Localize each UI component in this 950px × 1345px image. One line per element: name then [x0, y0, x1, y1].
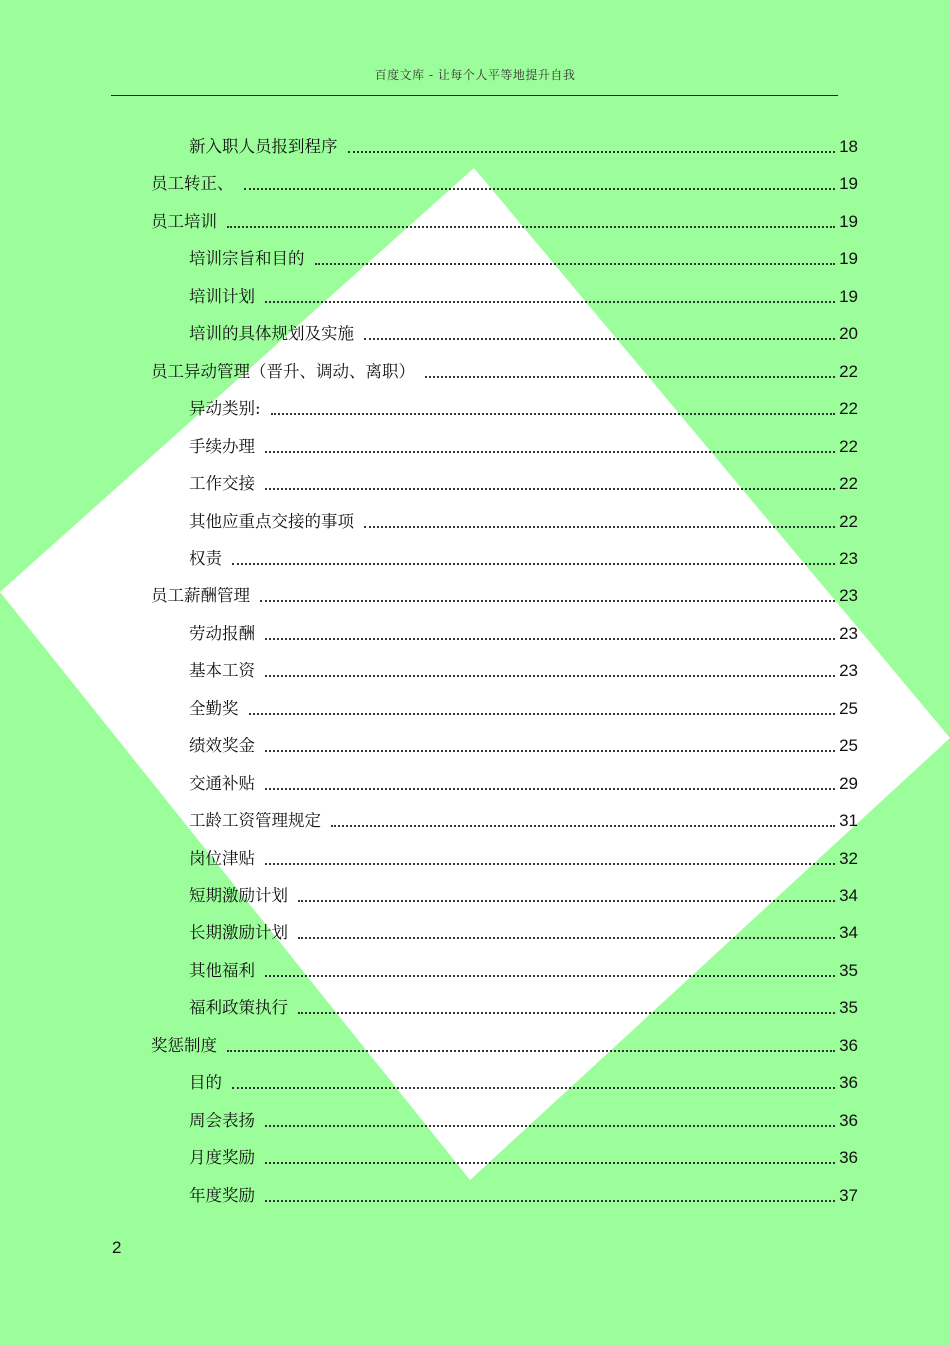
- toc-entry-page: 22: [839, 362, 858, 381]
- toc-entry-page: 36: [839, 1036, 858, 1055]
- toc-entry-label: 培训宗旨和目的: [189, 249, 305, 268]
- toc-entry[interactable]: [189, 323, 858, 345]
- toc-entry[interactable]: [151, 1035, 858, 1057]
- toc-dot-leader: [265, 788, 835, 790]
- toc-dot-leader: [265, 1162, 835, 1164]
- toc-entry-page: 23: [839, 549, 858, 568]
- toc-entry-label: 工龄工资管理规定: [189, 811, 321, 830]
- toc-dot-leader: [315, 263, 836, 265]
- toc-dot-leader: [232, 563, 835, 565]
- toc-entry-label: 绩效奖金: [189, 736, 255, 755]
- toc-entry-label: 年度奖励: [189, 1186, 255, 1205]
- toc-entry[interactable]: [189, 436, 858, 458]
- toc-entry-label: 岗位津贴: [189, 849, 255, 868]
- toc-entry-page: 35: [839, 998, 858, 1017]
- toc-entry[interactable]: [151, 585, 858, 607]
- toc-entry[interactable]: [189, 773, 858, 795]
- toc-dot-leader: [265, 451, 835, 453]
- toc-entry-page: 22: [839, 474, 858, 493]
- toc-entry-page: 18: [839, 137, 858, 156]
- toc-dot-leader: [265, 1125, 835, 1127]
- toc-entry-page: 36: [839, 1111, 858, 1130]
- toc-entry[interactable]: [189, 698, 858, 720]
- toc-entry-label: 培训计划: [189, 287, 255, 306]
- toc-entry[interactable]: [189, 248, 858, 270]
- toc-entry-label: 周会表扬: [189, 1111, 255, 1130]
- toc-entry-label: 基本工资: [189, 661, 255, 680]
- toc-entry-label: 工作交接: [189, 474, 255, 493]
- toc-entry-page: 19: [839, 249, 858, 268]
- toc-entry-label: 其他福利: [189, 961, 255, 980]
- toc-entry-label: 奖惩制度: [151, 1036, 217, 1055]
- toc-entry-page: 36: [839, 1148, 858, 1167]
- toc-entry-label: 员工薪酬管理: [151, 586, 250, 605]
- toc-entry[interactable]: [189, 511, 858, 533]
- toc-entry[interactable]: [151, 361, 858, 383]
- toc-dot-leader: [249, 713, 836, 715]
- toc-entry[interactable]: [189, 473, 858, 495]
- toc-entry[interactable]: [189, 997, 858, 1019]
- toc-entry-page: 34: [839, 923, 858, 942]
- toc-entry[interactable]: [189, 848, 858, 870]
- toc-entry-label: 手续办理: [189, 437, 255, 456]
- toc-entry[interactable]: [189, 1147, 858, 1169]
- toc-dot-leader: [265, 975, 835, 977]
- toc-entry[interactable]: [189, 1072, 858, 1094]
- toc-entry[interactable]: [189, 398, 858, 420]
- toc-entry-page: 19: [839, 287, 858, 306]
- toc-entry[interactable]: [189, 286, 858, 308]
- toc-entry[interactable]: [151, 211, 858, 233]
- toc-entry-label: 员工培训: [151, 212, 217, 231]
- toc-dot-leader: [425, 376, 835, 378]
- toc-dot-leader: [348, 151, 836, 153]
- toc-entry-label: 培训的具体规划及实施: [189, 324, 354, 343]
- toc-entry[interactable]: [189, 623, 858, 645]
- toc-entry[interactable]: [189, 548, 858, 570]
- toc-entry-label: 权责: [189, 549, 222, 568]
- toc-entry-label: 新入职人员报到程序: [189, 137, 338, 156]
- toc-entry[interactable]: [189, 1110, 858, 1132]
- toc-entry-page: 34: [839, 886, 858, 905]
- toc-dot-leader: [298, 900, 835, 902]
- toc-entry-label: 员工转正、: [151, 174, 234, 193]
- toc-entry-page: 23: [839, 624, 858, 643]
- toc-entry-label: 异动类别:: [189, 399, 261, 418]
- toc-entry-page: 22: [839, 437, 858, 456]
- toc-entry-label: 短期激励计划: [189, 886, 288, 905]
- toc-dot-leader: [260, 600, 835, 602]
- toc-entry-label: 劳动报酬: [189, 624, 255, 643]
- toc-entry[interactable]: [189, 885, 858, 907]
- toc-entry-label: 全勤奖: [189, 699, 239, 718]
- toc-entry-page: 22: [839, 512, 858, 531]
- toc-dot-leader: [265, 675, 835, 677]
- toc-dot-leader: [265, 301, 835, 303]
- toc-dot-leader: [232, 1087, 835, 1089]
- toc-entry-page: 23: [839, 661, 858, 680]
- toc-entry-page: 37: [839, 1186, 858, 1205]
- toc-entry-page: 25: [839, 736, 858, 755]
- toc-entry-label: 月度奖励: [189, 1148, 255, 1167]
- toc-entry-label: 福利政策执行: [189, 998, 288, 1017]
- toc-dot-leader: [298, 937, 835, 939]
- toc-entry[interactable]: [189, 1185, 858, 1207]
- toc-dot-leader: [364, 338, 835, 340]
- toc-entry-label: 员工异动管理（晋升、调动、离职）: [151, 362, 415, 381]
- toc-entry[interactable]: [189, 660, 858, 682]
- toc-entry-page: 19: [839, 174, 858, 193]
- toc-entry-page: 29: [839, 774, 858, 793]
- toc-dot-leader: [265, 750, 835, 752]
- toc-entry-page: 31: [839, 811, 858, 830]
- toc-entry-page: 36: [839, 1073, 858, 1092]
- toc-entry[interactable]: [189, 735, 858, 757]
- toc-entry-page: 35: [839, 961, 858, 980]
- toc-dot-leader: [227, 1050, 835, 1052]
- toc-entry[interactable]: [151, 173, 858, 195]
- toc-dot-leader: [227, 226, 835, 228]
- toc-entry-label: 其他应重点交接的事项: [189, 512, 354, 531]
- toc-entry-label: 目的: [189, 1073, 222, 1092]
- toc-dot-leader: [298, 1012, 835, 1014]
- toc-entry-label: 长期激励计划: [189, 923, 288, 942]
- toc-dot-leader: [265, 1200, 835, 1202]
- toc-entry-page: 19: [839, 212, 858, 231]
- toc-entry-page: 32: [839, 849, 858, 868]
- toc-entry[interactable]: [189, 960, 858, 982]
- toc-entry[interactable]: [189, 136, 858, 158]
- toc-entry[interactable]: [189, 810, 858, 832]
- toc-entry-page: 22: [839, 399, 858, 418]
- toc-dot-leader: [265, 638, 835, 640]
- page-header: 百度文库 - 让每个人平等地提升自我: [374, 68, 576, 82]
- toc-entry-page: 25: [839, 699, 858, 718]
- toc-dot-leader: [271, 413, 836, 415]
- toc-entry-page: 20: [839, 324, 858, 343]
- toc-dot-leader: [364, 526, 835, 528]
- page-number: 2: [112, 1238, 122, 1257]
- toc-dot-leader: [244, 188, 836, 190]
- toc-dot-leader: [265, 488, 835, 490]
- toc-entry-page: 23: [839, 586, 858, 605]
- toc-dot-leader: [265, 863, 835, 865]
- toc-entry[interactable]: [189, 922, 858, 944]
- toc-dot-leader: [331, 825, 835, 827]
- toc-entry-label: 交通补贴: [189, 774, 255, 793]
